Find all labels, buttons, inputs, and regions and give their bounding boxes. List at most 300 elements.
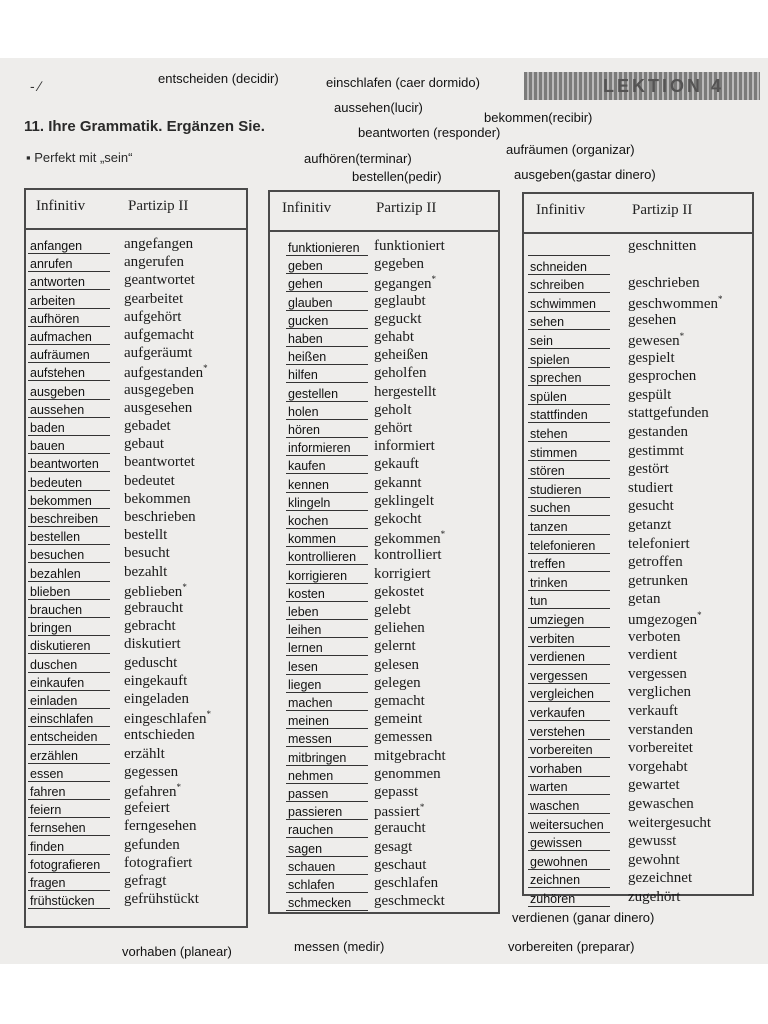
participle-entry: geglaubt: [374, 292, 426, 309]
participle-entry: gemessen: [374, 729, 433, 746]
note-aussehen: aussehen(lucir): [334, 100, 423, 115]
verb-row: [26, 600, 246, 618]
participle-entry: geantwortet: [124, 272, 195, 289]
infinitive-entry: vorhaben: [530, 761, 583, 776]
participle-entry: aufgestanden*: [124, 363, 208, 382]
logo-text: LEKTION 4: [602, 76, 724, 96]
verb-row: [524, 424, 752, 442]
infinitive-entry: schmecken: [288, 896, 352, 911]
participle-entry: geklingelt: [374, 492, 434, 509]
verb-row: [26, 309, 246, 327]
exercise-title: 11. Ihre Grammatik. Ergänzen Sie.: [24, 118, 265, 135]
infinitive-entry: anfangen: [30, 239, 83, 253]
sein-marker-icon: *: [717, 293, 723, 304]
participle-entry: getanzt: [628, 517, 672, 533]
verb-row: [270, 511, 498, 529]
infinitive-entry: verdienen: [530, 650, 585, 665]
infinitive-entry: waschen: [530, 799, 580, 813]
participle-entry: informiert: [374, 438, 435, 455]
participle-entry: bezahlt: [124, 563, 168, 580]
participle-entry: vergessen: [628, 665, 687, 682]
infinitive-entry: bezahlen: [30, 566, 81, 581]
participle-entry: aufgemacht: [124, 327, 194, 343]
infinitive-entry: anrufen: [30, 257, 73, 272]
infinitive-entry: sehen: [530, 315, 565, 330]
verb-row: [270, 729, 498, 747]
participle-entry: geliehen: [374, 620, 425, 637]
participle-entry: geschwommen*: [628, 293, 723, 312]
participle-entry: gekommen*: [374, 529, 446, 548]
participle-entry: aufgeräumt: [124, 345, 193, 362]
verb-row: [524, 629, 752, 647]
participle-entry: angefangen: [124, 236, 194, 252]
verb-row: [26, 618, 246, 636]
verb-row: [524, 722, 752, 740]
header-divider: [270, 230, 498, 232]
verb-row: [270, 784, 498, 802]
infinitive-entry: gucken: [288, 313, 329, 328]
participle-entry: eingeschlafen*: [124, 709, 211, 728]
infinitive-entry: sagen: [288, 841, 323, 856]
participle-entry: gelebt: [374, 602, 411, 618]
participle-entry: eingekauft: [124, 672, 188, 689]
verb-row: [26, 727, 246, 745]
infinitive-entry: hilfen: [288, 368, 318, 383]
participle-entry: verstanden: [628, 721, 693, 738]
participle-entry: verdient: [628, 647, 678, 664]
infinitive-entry: einkaufen: [30, 675, 85, 690]
verb-row: [524, 573, 752, 591]
infinitive-entry: messen: [288, 732, 332, 747]
participle-entry: gekostet: [374, 583, 424, 600]
note-beantworten: beantworten (responder): [358, 125, 501, 140]
infinitive-entry: zuhören: [530, 892, 576, 906]
infinitive-entry: baden: [30, 421, 65, 435]
verb-row: [270, 602, 498, 620]
verb-row: [270, 839, 498, 857]
verb-row: [270, 566, 498, 584]
participle-entry: umgezogen*: [628, 610, 702, 628]
infinitive-entry: machen: [288, 696, 333, 710]
exercise-subtitle: [26, 150, 132, 165]
verb-row: [270, 365, 498, 383]
infinitive-entry: erzählen: [30, 748, 78, 763]
participle-entry: gemacht: [374, 693, 425, 709]
participle-entry: weitergesucht: [628, 814, 712, 831]
worksheet-page: [0, 58, 768, 964]
infinitive-entry: besuchen: [30, 548, 85, 563]
participle-entry: geschrieben: [628, 275, 700, 292]
verb-row: [524, 238, 752, 256]
verb-row: [524, 480, 752, 498]
infinitive-entry: geben: [288, 259, 323, 274]
infinitive-entry: gehen: [288, 277, 323, 292]
infinitive-entry: einladen: [30, 694, 78, 708]
verb-row: [270, 893, 498, 911]
verb-table-1: [24, 188, 248, 928]
infinitive-entry: nehmen: [288, 768, 334, 783]
participle-entry: gestört: [628, 461, 669, 478]
verb-row: [524, 815, 752, 833]
infinitive-entry: stören: [530, 464, 565, 479]
verb-row: [26, 254, 246, 272]
infinitive-entry: hören: [288, 423, 320, 437]
verb-row: [524, 461, 752, 479]
participle-entry: gespült: [628, 386, 672, 403]
infinitive-entry: einschlafen: [30, 712, 94, 727]
verb-row: [270, 820, 498, 838]
infinitive-entry: zeichnen: [530, 873, 581, 888]
verb-row: [524, 647, 752, 665]
participle-entry: gezeichnet: [628, 870, 693, 887]
sein-marker-icon: *: [431, 274, 436, 285]
participle-entry: entschieden: [124, 727, 195, 744]
participle-entry: gewaschen: [628, 796, 694, 812]
infinitive-entry: bedeuten: [30, 475, 83, 490]
participle-entry: gegessen: [124, 763, 179, 780]
infinitive-entry: lesen: [288, 659, 318, 674]
verb-table-3: [522, 192, 754, 906]
infinitive-entry: suchen: [530, 501, 571, 516]
infinitive-entry: ausgeben: [30, 384, 85, 399]
verb-row: [26, 545, 246, 563]
infinitive-entry: passieren: [288, 805, 343, 820]
infinitive-entry: leihen: [288, 623, 322, 638]
verb-row: [270, 311, 498, 329]
participle-entry: gelegen: [374, 674, 421, 691]
sein-marker-icon: *: [440, 529, 446, 540]
header-infinitiv: Infinitiv: [36, 198, 86, 214]
verb-row: [270, 493, 498, 511]
verb-row: [270, 693, 498, 711]
participle-entry: gestimmt: [628, 442, 684, 459]
infinitive-entry: diskutieren: [30, 639, 91, 654]
verb-row: [26, 509, 246, 527]
note-entscheiden: entscheiden (decidir): [158, 71, 279, 86]
infinitive-entry: weitersuchen: [530, 817, 604, 832]
pen-mark: - ∕: [30, 78, 41, 94]
participle-entry: geschmeckt: [374, 893, 445, 910]
verb-row: [26, 800, 246, 818]
verb-row: [270, 274, 498, 292]
verb-row: [524, 368, 752, 386]
infinitive-entry: liegen: [288, 677, 322, 692]
infinitive-entry: stimmen: [530, 445, 578, 460]
note-aufraeumen: aufräumen (organizar): [506, 142, 635, 157]
note-vorbereiten: vorbereiten (preparar): [508, 939, 635, 954]
verb-row: [270, 293, 498, 311]
participle-entry: fotografiert: [124, 854, 193, 871]
participle-entry: ausgesehen: [124, 399, 193, 416]
infinitive-entry: verbiten: [530, 631, 575, 646]
verb-row: [524, 870, 752, 888]
infinitive-entry: funktionieren: [288, 241, 360, 255]
infinitive-entry: vergleichen: [530, 687, 594, 702]
infinitive-entry: vorbereiten: [530, 743, 593, 758]
infinitive-entry: schlafen: [288, 878, 335, 892]
infinitive-entry: rauchen: [288, 823, 334, 838]
infinitive-entry: blieben: [30, 584, 71, 599]
participle-entry: vorbereitet: [628, 740, 693, 757]
infinitive-entry: leben: [288, 605, 319, 619]
verb-row: [26, 382, 246, 400]
note-messen: messen (medir): [294, 939, 385, 954]
infinitive-entry: sprechen: [530, 371, 582, 386]
note-einschlafen: einschlafen (caer dormido): [326, 75, 480, 90]
infinitive-entry: aufmachen: [30, 330, 92, 344]
participle-entry: gehabt: [374, 329, 414, 345]
verb-row: [26, 454, 246, 472]
infinitive-entry: mitbringen: [288, 750, 347, 765]
verb-row: [524, 517, 752, 535]
subtitle-text: Perfekt mit „sein“: [34, 150, 133, 165]
participle-entry: getroffen: [628, 554, 683, 571]
infinitive-entry: frühstücken: [30, 894, 95, 909]
verb-row: [26, 746, 246, 764]
participle-entry: funktioniert: [374, 238, 445, 254]
participle-entry: passiert*: [374, 802, 425, 821]
verb-row: [26, 345, 246, 363]
participle-entry: angerufen: [124, 254, 184, 271]
infinitive-entry: vergessen: [530, 668, 588, 683]
verb-row: [270, 475, 498, 493]
participle-entry: genommen: [374, 765, 441, 782]
participle-entry: beschrieben: [124, 509, 196, 525]
infinitive-entry: schneiden: [530, 259, 587, 274]
infinitive-entry: fernsehen: [30, 821, 86, 836]
participle-entry: getrunken: [628, 572, 688, 589]
participle-entry: stattgefunden: [628, 405, 709, 422]
participle-entry: gestanden: [628, 424, 688, 440]
participle-entry: gefunden: [124, 836, 180, 853]
infinitive-entry: feiern: [30, 803, 62, 818]
infinitive-entry: tanzen: [530, 520, 568, 534]
verb-row: [26, 291, 246, 309]
verb-row: [270, 748, 498, 766]
infinitive-entry: arbeiten: [30, 293, 76, 308]
answer-line: [286, 910, 368, 911]
participle-entry: kontrolliert: [374, 547, 442, 564]
sein-marker-icon: *: [679, 331, 685, 341]
participle-entry: verglichen: [628, 684, 692, 701]
infinitive-entry: holen: [288, 404, 319, 419]
infinitive-entry: fotografieren: [30, 857, 101, 872]
verb-row: [26, 691, 246, 709]
infinitive-entry: klingeln: [288, 495, 331, 510]
header-partizip: Partizip II: [632, 202, 693, 218]
participle-entry: gefahren*: [124, 782, 181, 800]
bullet-icon: ▪: [26, 150, 35, 165]
participle-entry: gekocht: [374, 511, 422, 527]
participle-entry: ferngesehen: [124, 818, 197, 835]
infinitive-entry: schauen: [288, 859, 336, 874]
infinitive-entry: gestellen: [288, 386, 339, 401]
participle-entry: gefeiert: [124, 800, 170, 817]
infinitive-entry: kennen: [288, 477, 330, 492]
participle-entry: mitgebracht: [374, 747, 446, 764]
infinitive-entry: fragen: [30, 876, 66, 890]
infinitive-entry: kosten: [288, 586, 325, 601]
verb-row: [26, 891, 246, 909]
participle-entry: gebraucht: [124, 600, 184, 616]
verb-row: [270, 547, 498, 565]
verb-row: [270, 584, 498, 602]
verb-row: [26, 673, 246, 691]
participle-entry: gewesen*: [628, 331, 685, 349]
verb-row: [270, 256, 498, 274]
verb-row: [524, 889, 752, 907]
infinitive-entry: gewissen: [530, 836, 583, 851]
verb-row: [26, 782, 246, 800]
verb-row: [26, 818, 246, 836]
infinitive-entry: schreiben: [530, 278, 585, 293]
participle-entry: geduscht: [124, 654, 178, 671]
answer-line: [28, 908, 110, 909]
participle-entry: gesehen: [628, 312, 677, 329]
verb-row: [26, 272, 246, 290]
participle-entry: zugehört: [628, 889, 681, 905]
participle-entry: telefoniert: [628, 535, 690, 552]
verb-row: [524, 759, 752, 777]
verb-row: [270, 875, 498, 893]
infinitive-entry: beantworten: [30, 457, 99, 472]
verb-row: [26, 837, 246, 855]
infinitive-entry: aufstehen: [30, 366, 85, 381]
verb-row: [524, 405, 752, 423]
infinitive-entry: informieren: [288, 441, 351, 456]
participle-entry: gemeint: [374, 711, 423, 728]
infinitive-entry: aufräumen: [30, 348, 90, 363]
participle-entry: gekannt: [374, 474, 422, 491]
infinitive-entry: antworten: [30, 275, 85, 290]
verb-row: [270, 347, 498, 365]
infinitive-entry: lernen: [288, 641, 323, 656]
verb-row: [524, 294, 752, 312]
infinitive-entry: fahren: [30, 785, 66, 799]
participle-entry: gefragt: [124, 873, 167, 889]
participle-entry: korrigiert: [374, 565, 431, 582]
verb-row: [26, 400, 246, 418]
infinitive-entry: haben: [288, 332, 323, 346]
note-verdienen: verdienen (ganar dinero): [512, 910, 655, 925]
infinitive-entry: studieren: [530, 482, 582, 497]
verb-row: [270, 675, 498, 693]
verb-row: [270, 384, 498, 402]
verb-row: [26, 764, 246, 782]
infinitive-entry: telefonieren: [530, 538, 596, 553]
sein-marker-icon: *: [176, 782, 181, 792]
verb-row: [524, 350, 752, 368]
participle-entry: aufgehört: [124, 308, 182, 325]
participle-entry: verboten: [628, 628, 681, 645]
infinitive-entry: glauben: [288, 295, 333, 310]
verb-row: [524, 312, 752, 330]
participle-entry: gebaut: [124, 436, 164, 453]
participle-entry: vorgehabt: [628, 758, 688, 775]
verb-row: [26, 327, 246, 345]
verb-row: [524, 387, 752, 405]
participle-entry: gesucht: [628, 498, 674, 515]
verb-row: [524, 331, 752, 349]
infinitive-entry: korrigieren: [288, 568, 348, 583]
participle-entry: gegeben: [374, 256, 424, 273]
participle-entry: bekommen: [124, 490, 191, 507]
header-divider: [524, 232, 752, 234]
participle-entry: gelesen: [374, 656, 419, 673]
infinitive-entry: sein: [530, 334, 553, 348]
participle-entry: geblieben*: [124, 581, 187, 600]
verb-row: [270, 329, 498, 347]
infinitive-entry: warten: [530, 780, 568, 795]
infinitive-entry: stattfinden: [530, 408, 588, 423]
infinitive-entry: spülen: [530, 389, 567, 404]
note-ausgeben: ausgeben(gastar dinero): [514, 167, 656, 182]
participle-entry: geschlafen: [374, 875, 439, 891]
verb-row: [270, 420, 498, 438]
verb-row: [26, 873, 246, 891]
infinitive-entry: bekommen: [30, 493, 92, 508]
verb-row: [26, 564, 246, 582]
verb-row: [270, 638, 498, 656]
verb-row: [270, 766, 498, 784]
participle-entry: gehört: [374, 420, 413, 436]
verb-row: [270, 711, 498, 729]
verb-row: [524, 684, 752, 702]
infinitive-entry: essen: [30, 766, 64, 781]
sein-marker-icon: *: [697, 610, 702, 620]
verb-row: [524, 257, 752, 275]
participle-entry: geguckt: [374, 310, 422, 327]
infinitive-entry: brauchen: [30, 603, 83, 617]
verb-row: [524, 498, 752, 516]
lektion-logo: [524, 72, 760, 100]
participle-entry: gespielt: [628, 349, 675, 366]
verb-row: [524, 443, 752, 461]
participle-entry: verkauft: [628, 703, 678, 719]
infinitive-entry: gewohnen: [530, 854, 588, 869]
infinitive-entry: kontrollieren: [288, 550, 357, 565]
verb-row: [524, 796, 752, 814]
note-bekommen: bekommen(recibir): [484, 110, 593, 125]
participle-entry: geheißen: [374, 347, 429, 364]
verb-row: [270, 438, 498, 456]
note-bestellen: bestellen(pedir): [352, 169, 442, 184]
infinitive-entry: beschreiben: [30, 512, 99, 526]
sein-marker-icon: *: [419, 802, 425, 813]
verb-row: [26, 473, 246, 491]
infinitive-entry: bauen: [30, 439, 65, 454]
infinitive-entry: treffen: [530, 557, 566, 572]
verb-row: [524, 703, 752, 721]
participle-entry: gefrühstückt: [124, 891, 199, 908]
sein-marker-icon: *: [182, 581, 187, 592]
verb-row: [524, 554, 752, 572]
infinitive-entry: umziegen: [530, 613, 585, 627]
verb-row: [270, 802, 498, 820]
verb-table-2: [268, 190, 500, 914]
verb-row: [26, 582, 246, 600]
participle-entry: geholfen: [374, 365, 427, 382]
header-partizip: Partizip II: [128, 198, 189, 214]
verb-row: [524, 833, 752, 851]
header-infinitiv: Infinitiv: [536, 202, 586, 218]
answer-line: [528, 906, 610, 907]
verb-row: [270, 529, 498, 547]
verb-row: [26, 436, 246, 454]
infinitive-entry: duschen: [30, 657, 78, 672]
verb-row: [270, 238, 498, 256]
participle-entry: eingeladen: [124, 691, 189, 707]
